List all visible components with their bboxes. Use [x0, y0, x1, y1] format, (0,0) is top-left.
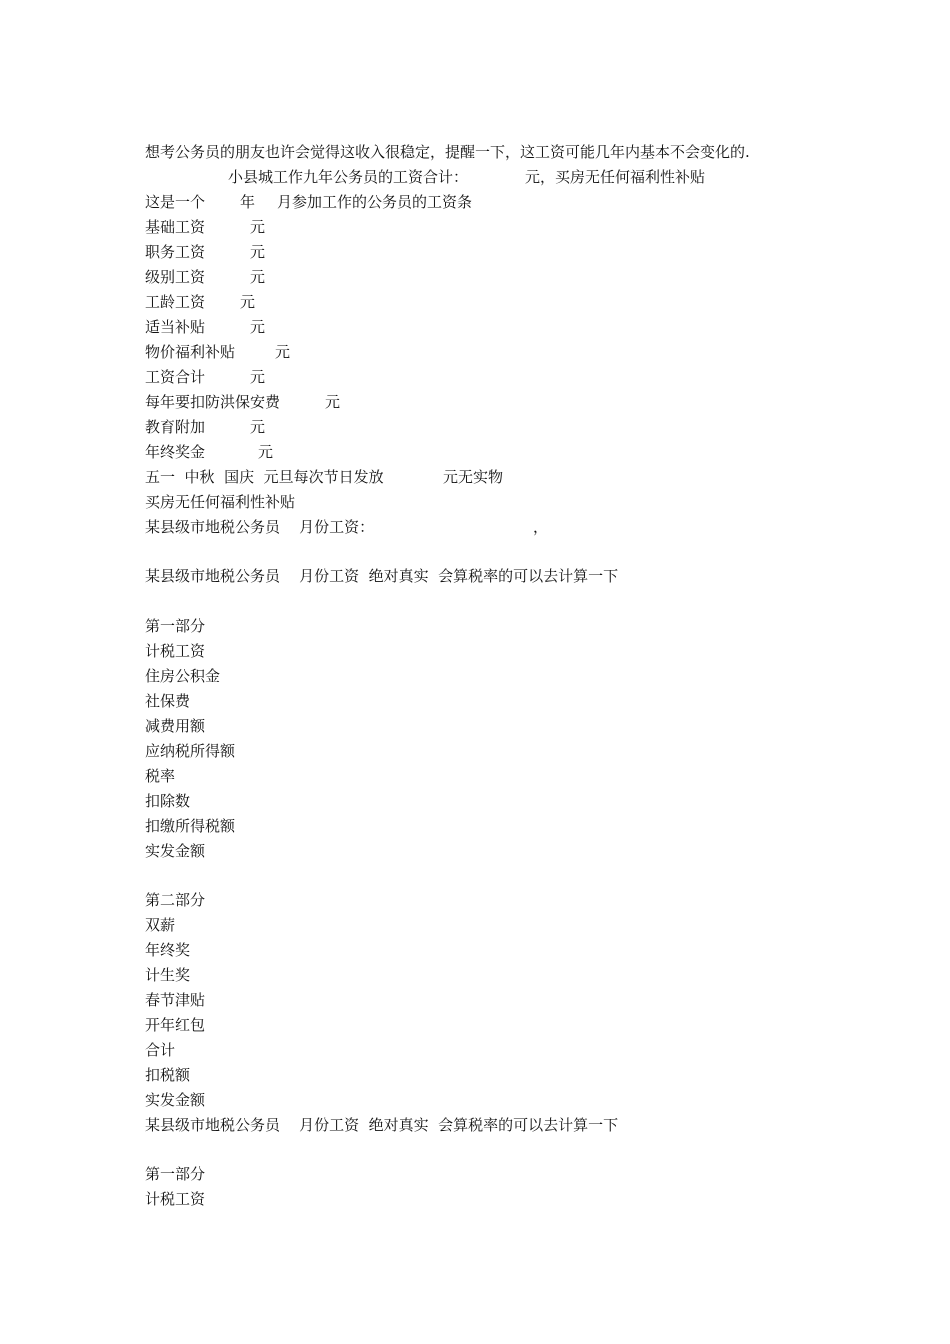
festival-left: 五一 中秋 国庆 元旦每次节日发放 [145, 468, 384, 486]
part1-item: 计税工资 [145, 642, 206, 660]
part1-item: 扣缴所得税额 [145, 817, 236, 835]
subhead-c: 月参加工作的公务员的工资条 [277, 193, 473, 211]
salary-item [145, 266, 445, 288]
headline [0, 166, 950, 188]
part2-item: 开年红包 [145, 1016, 206, 1034]
headline-left: 小县城工作九年公务员的工资合计： [228, 168, 469, 186]
salary-unit: 元 [325, 393, 341, 411]
salary-item [145, 441, 445, 463]
part1-item: 扣除数 [145, 792, 191, 810]
salary-label: 每年要扣防洪保安费 [145, 393, 281, 411]
part2-item: 春节津贴 [145, 991, 206, 1009]
festival-line [145, 466, 645, 488]
salary-item [145, 416, 445, 438]
subhead [145, 191, 845, 213]
salary-label: 工龄工资 [145, 293, 206, 311]
salary-unit: 元 [240, 293, 256, 311]
salary-label: 基础工资 [145, 218, 206, 236]
part1-item: 减费用额 [145, 717, 206, 735]
part2-item: 实发金额 [145, 1091, 206, 1109]
county-salary-left: 某县级市地税公务员 月份工资： [145, 518, 375, 536]
salary-label: 工资合计 [145, 368, 206, 386]
salary-item [145, 291, 445, 313]
salary-label: 物价福利补贴 [145, 343, 236, 361]
festival-right: 元无实物 [443, 468, 504, 486]
county-salary-line [145, 516, 645, 538]
part1-repeat-item: 计税工资 [145, 1190, 206, 1208]
salary-item [145, 316, 445, 338]
part2-item: 扣税额 [145, 1066, 191, 1084]
part2-item: 双薪 [145, 916, 176, 934]
section-header-repeat: 某县级市地税公务员 月份工资 绝对真实 会算税率的可以去计算一下 [145, 1116, 619, 1134]
salary-unit: 元 [250, 368, 266, 386]
part2-item: 年终奖 [145, 941, 191, 959]
part2-title: 第二部分 [145, 891, 206, 909]
part1-item: 实发金额 [145, 842, 206, 860]
salary-item [145, 341, 445, 363]
part1-item: 应纳税所得额 [145, 742, 236, 760]
subhead-b: 年 [240, 193, 256, 211]
part2-item: 合计 [145, 1041, 176, 1059]
salary-unit: 元 [250, 218, 266, 236]
county-salary-right: ， [533, 518, 549, 536]
salary-item [145, 241, 445, 263]
salary-label: 职务工资 [145, 243, 206, 261]
salary-unit: 元 [250, 318, 266, 336]
part1-item: 社保费 [145, 692, 191, 710]
no-subsidy-text: 买房无任何福利性补贴 [145, 493, 296, 511]
part1-item: 税率 [145, 767, 176, 785]
part1-item: 住房公积金 [145, 667, 221, 685]
headline-right: 元，买房无任何福利性补贴 [525, 168, 706, 186]
salary-unit: 元 [250, 243, 266, 261]
subhead-a: 这是一个 [145, 193, 206, 211]
salary-label: 级别工资 [145, 268, 206, 286]
salary-item [145, 366, 445, 388]
intro-text: 想考公务员的朋友也许会觉得这收入很稳定，提醒一下，这工资可能几年内基本不会变化的. [145, 143, 750, 161]
part1-title: 第一部分 [145, 617, 206, 635]
salary-label: 教育附加 [145, 418, 206, 436]
salary-item [145, 216, 445, 238]
salary-unit: 元 [275, 343, 291, 361]
part2-item: 计生奖 [145, 966, 191, 984]
section-header: 某县级市地税公务员 月份工资 绝对真实 会算税率的可以去计算一下 [145, 567, 619, 585]
salary-unit: 元 [250, 418, 266, 436]
salary-label: 年终奖金 [145, 443, 206, 461]
part1-repeat-title: 第一部分 [145, 1165, 206, 1183]
salary-unit: 元 [250, 268, 266, 286]
salary-unit: 元 [258, 443, 274, 461]
salary-label: 适当补贴 [145, 318, 206, 336]
salary-item [145, 391, 445, 413]
